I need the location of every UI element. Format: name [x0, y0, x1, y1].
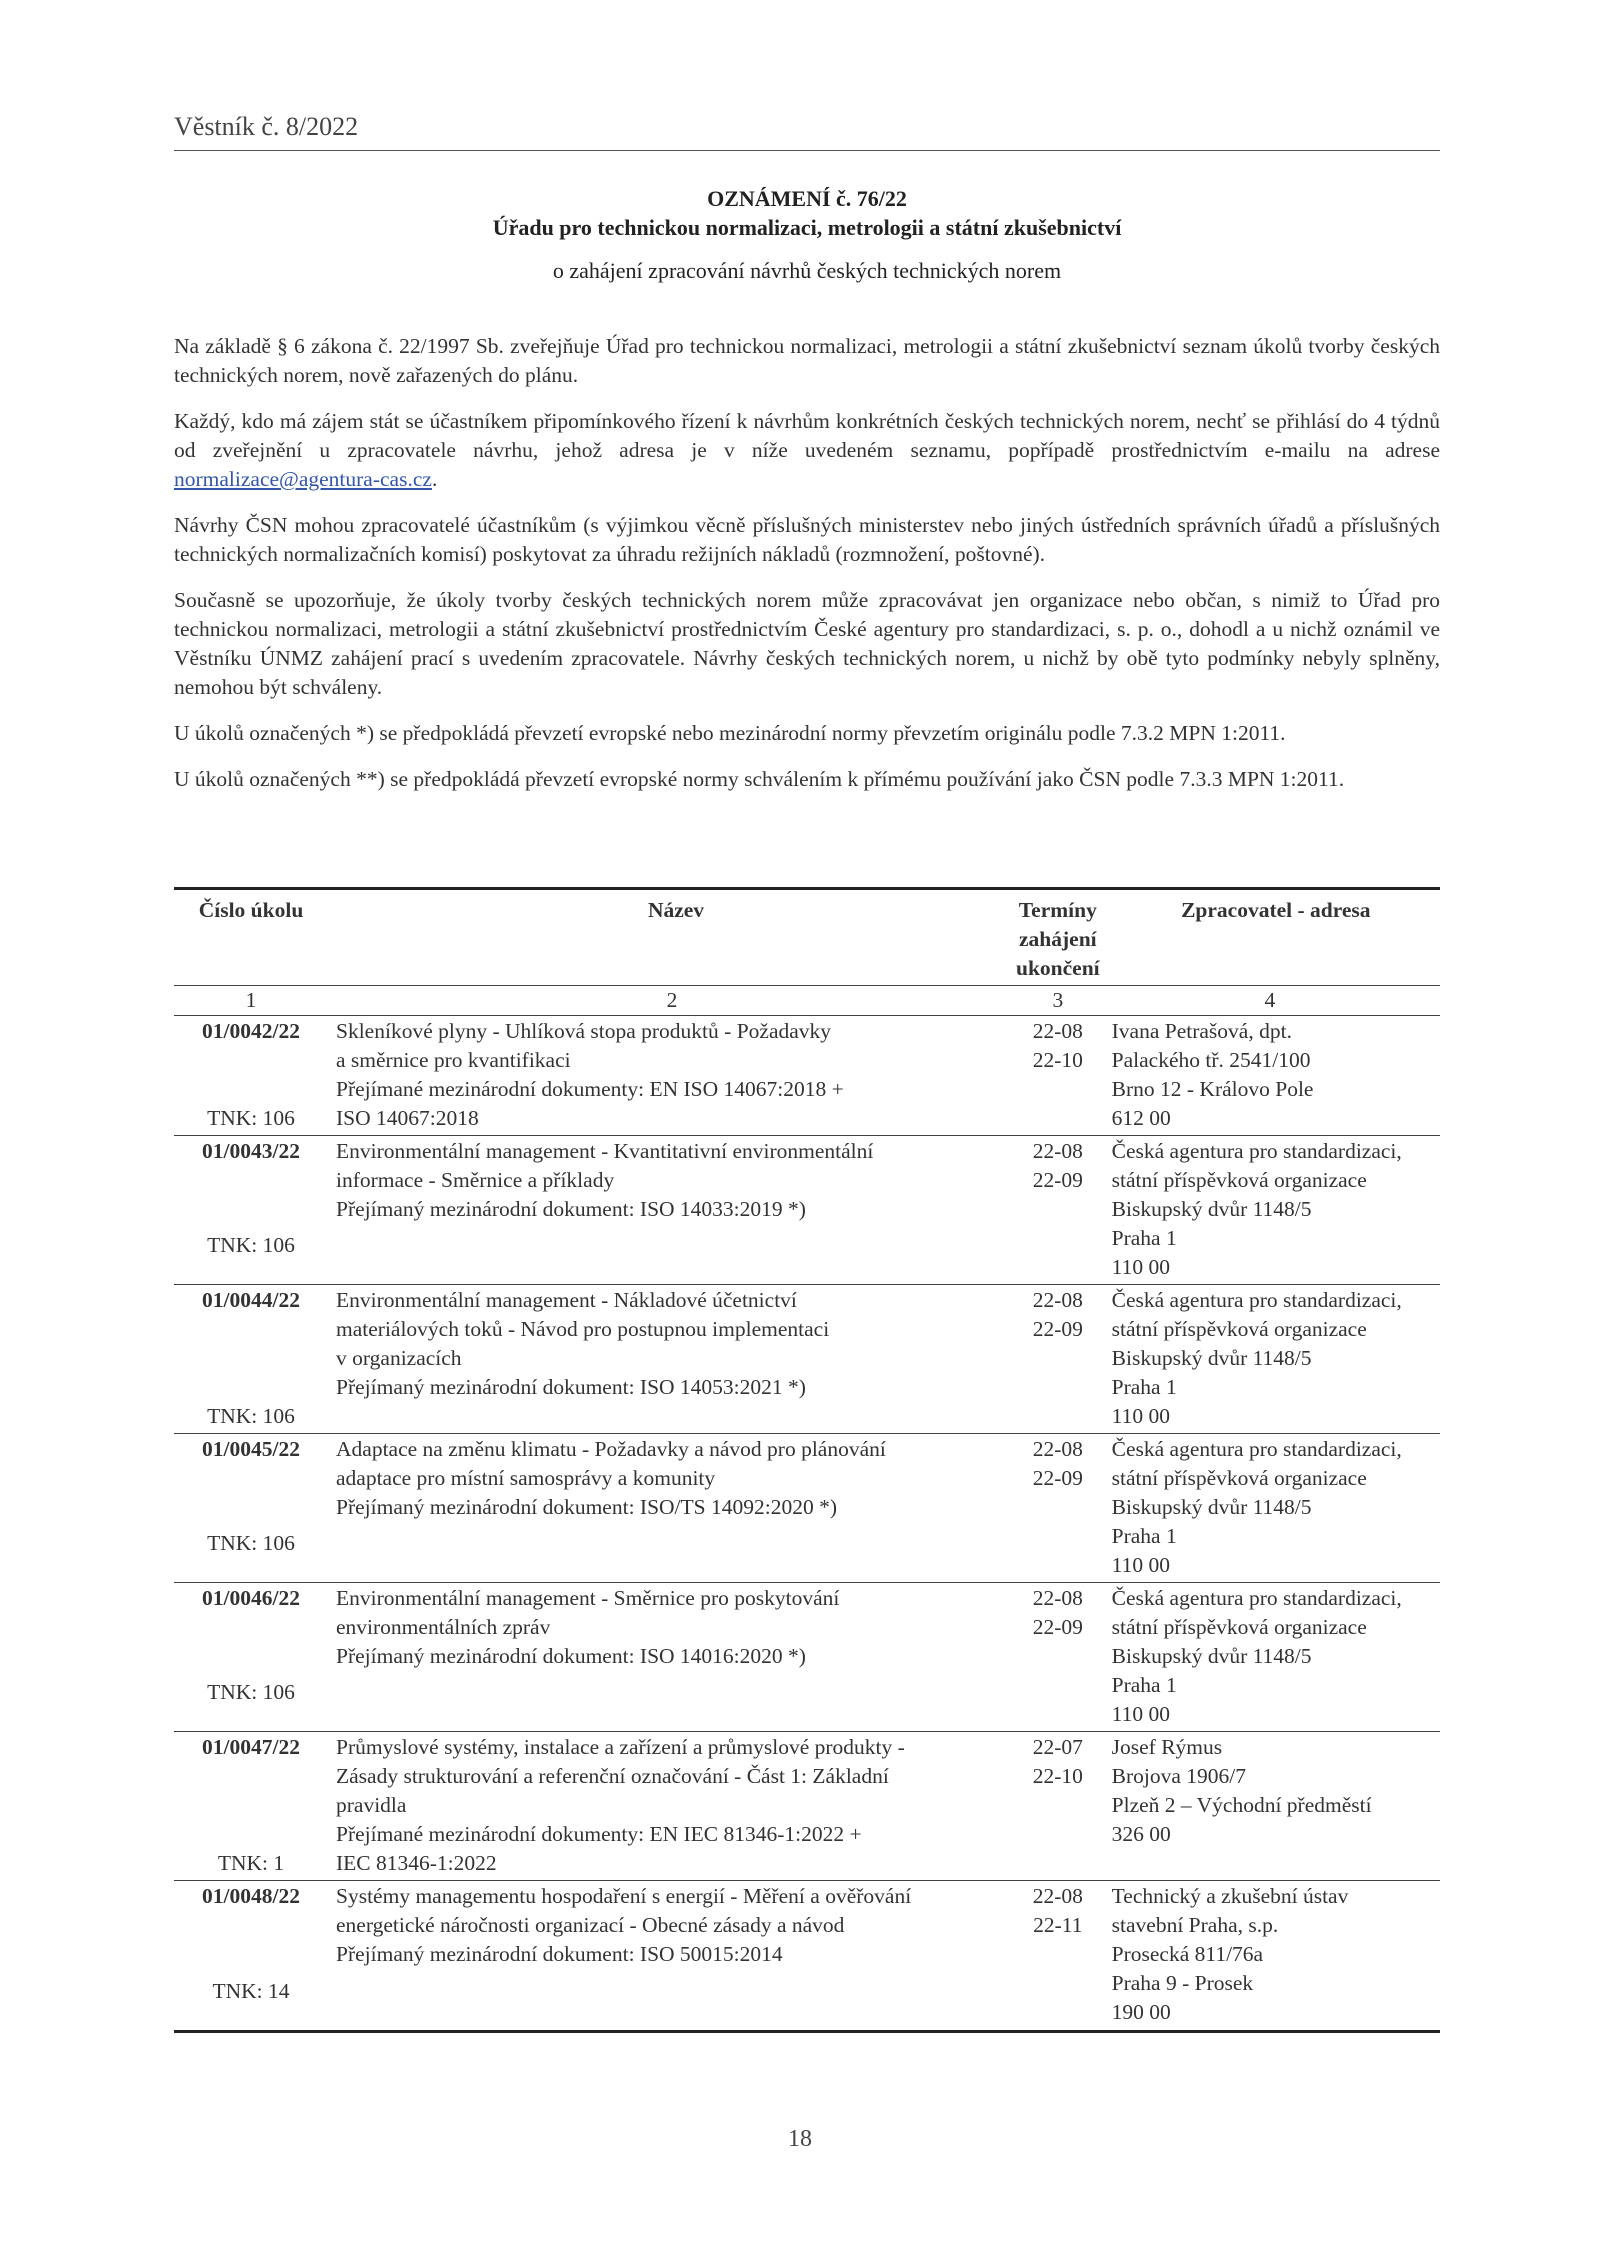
header-task-number: Číslo úkolu — [174, 889, 328, 986]
task-name-line: a směrnice pro kvantifikaci — [336, 1048, 571, 1072]
task-number-stack — [174, 1882, 328, 2028]
paragraph-note-single-asterisk: U úkolů označených *) se předpokládá převzetí evropské nebo mezinárodní normy převzetím originálu podle 7.3.2 MPN 1:2011. — [174, 721, 1286, 745]
task-dates-cell — [1016, 1016, 1100, 1136]
task-number-cell — [174, 1136, 328, 1285]
header-name: Název — [328, 889, 1016, 986]
task-name-line: pravidla — [336, 1793, 407, 1817]
task-address-line: Plzeň 2 – Východní předměstí — [1111, 1793, 1372, 1817]
task-address-line: státní příspěvková organizace — [1111, 1317, 1367, 1341]
task-number-cell — [174, 1016, 328, 1136]
task-address-line: Praha 1 — [1111, 1673, 1177, 1697]
task-address-line: Josef Rýmus — [1111, 1735, 1223, 1759]
table-row — [174, 1881, 1440, 2032]
task-id: 01/0042/22 — [202, 1019, 300, 1043]
announcement-title: OZNÁMENÍ č. 76/22 — [707, 186, 907, 211]
task-number-cell — [174, 1434, 328, 1583]
table-row — [174, 1583, 1440, 1732]
page-number: 18 — [788, 2126, 812, 2152]
task-id: 01/0046/22 — [202, 1586, 300, 1610]
task-end-date: 22-10 — [1032, 1048, 1083, 1072]
task-address-line: Česká agentura pro standardizaci, — [1111, 1139, 1402, 1163]
tasks-table — [174, 887, 1440, 2033]
task-number-stack — [174, 1286, 328, 1431]
task-number-stack — [174, 1435, 328, 1580]
task-end-date: 22-09 — [1032, 1317, 1083, 1341]
task-name-line: Systémy managementu hospodaření s energií - Měření a ověřování — [336, 1884, 912, 1908]
task-address-cell — [1100, 1434, 1440, 1583]
contact-email-link[interactable]: normalizace@agentura-cas.cz — [174, 467, 432, 491]
task-name-line: Přejímané mezinárodní dokumenty: EN ISO 14067:2018 + — [336, 1077, 844, 1101]
task-name-line: Průmyslové systémy, instalace a zařízení a průmyslové produkty - — [336, 1735, 905, 1759]
task-name-line: energetické náročnosti organizací - Obecné zásady a návod — [336, 1913, 845, 1937]
column-number-row — [174, 986, 1440, 1016]
running-header: Věstník č. 8/2022 — [174, 112, 1440, 151]
task-tnk: TNK: 1 — [217, 1851, 285, 1875]
task-name-cell — [328, 1881, 1016, 2032]
task-address-line: 612 00 — [1111, 1106, 1171, 1130]
paragraph-fees: Návrhy ČSN mohou zpracovatelé účastníkům (s výjimkou věcně příslušných ministerstev nebo jiných ústředních správních úřadů a příslušných technických normalizačních komisí) poskytovat za úhradu režijních nákladů (rozmnožení, poštovné). — [174, 513, 1440, 566]
paragraph-notice: Současně se upozorňuje, že úkoly tvorby českých technických norem může zpracovávat jen organizace nebo občan, s nimiž to Úřad pro technickou normalizaci, metrologii a státní zkušebnictví prostřednictvím České agentury pro standardizaci, s. p. o., dohodl a u nichž oznámil ve Věstníku ÚNMZ zahájení prací s uvedením zpracovatele. Návrhy českých technických norem, u nichž by obě tyto podmínky nebyly splněny, nemohou být schváleny. — [174, 588, 1440, 699]
task-name-line: Přejímané mezinárodní dokumenty: EN IEC 81346-1:2022 + — [336, 1822, 862, 1846]
task-address-line: Biskupský dvůr 1148/5 — [1111, 1495, 1312, 1519]
table-row — [174, 1434, 1440, 1583]
task-address-line: Biskupský dvůr 1148/5 — [1111, 1644, 1312, 1668]
task-address-cell — [1100, 1732, 1440, 1881]
task-id: 01/0048/22 — [202, 1884, 300, 1908]
task-address-line: státní příspěvková organizace — [1111, 1615, 1367, 1639]
task-start-date: 22-08 — [1032, 1884, 1083, 1908]
task-name-line: Přejímaný mezinárodní dokument: ISO 50015:2014 — [336, 1942, 783, 1966]
task-id: 01/0043/22 — [202, 1139, 300, 1163]
task-name-line: Přejímaný mezinárodní dokument: ISO 14016:2020 *) — [336, 1644, 806, 1668]
task-dates-cell — [1016, 1881, 1100, 2032]
task-address-line: Biskupský dvůr 1148/5 — [1111, 1346, 1312, 1370]
task-name-cell — [328, 1285, 1016, 1434]
task-name-line: IEC 81346-1:2022 — [336, 1851, 497, 1875]
task-end-date: 22-11 — [1033, 1913, 1083, 1937]
task-tnk: TNK: 106 — [207, 1106, 295, 1130]
task-dates-cell — [1016, 1732, 1100, 1881]
task-address-line: Česká agentura pro standardizaci, — [1111, 1586, 1402, 1610]
task-name-line: ISO 14067:2018 — [336, 1106, 479, 1130]
table-row — [174, 1285, 1440, 1434]
task-start-date: 22-08 — [1032, 1437, 1083, 1461]
task-name-line: Environmentální management - Nákladové účetnictví — [336, 1288, 797, 1312]
task-address-line: 110 00 — [1111, 1404, 1170, 1428]
task-name-cell — [328, 1136, 1016, 1285]
table-row — [174, 1136, 1440, 1285]
header-dates-line1: Termíny — [1018, 898, 1097, 922]
task-address-line: Brno 12 - Královo Pole — [1111, 1077, 1314, 1101]
task-number-stack — [174, 1584, 328, 1729]
column-number: 3 — [1016, 986, 1100, 1016]
task-name-line: Přejímaný mezinárodní dokument: ISO 14053:2021 *) — [336, 1375, 806, 1399]
task-number-cell — [174, 1285, 328, 1434]
task-start-date: 22-08 — [1032, 1586, 1083, 1610]
task-name-line: materiálových toků - Návod pro postupnou implementaci — [336, 1317, 830, 1341]
task-tnk: TNK: 106 — [207, 1680, 295, 1704]
task-address-line: stavební Praha, s.p. — [1111, 1913, 1279, 1937]
task-number-cell — [174, 1732, 328, 1881]
task-address-line: 110 00 — [1111, 1553, 1170, 1577]
task-dates-cell — [1016, 1583, 1100, 1732]
task-address-line: Brojova 1906/7 — [1111, 1764, 1247, 1788]
task-address-line: Ivana Petrašová, dpt. — [1111, 1019, 1292, 1043]
tasks-table-body — [174, 1016, 1440, 2032]
header-dates — [1016, 889, 1100, 986]
task-address-cell — [1100, 1583, 1440, 1732]
task-address-line: 190 00 — [1111, 2000, 1171, 2024]
column-number: 1 — [174, 986, 328, 1016]
task-address-line: Biskupský dvůr 1148/5 — [1111, 1197, 1312, 1221]
task-name-line: adaptace pro místní samosprávy a komunity — [336, 1466, 716, 1490]
task-start-date: 22-08 — [1032, 1139, 1083, 1163]
column-number: 2 — [328, 986, 1016, 1016]
task-address-cell — [1100, 1285, 1440, 1434]
task-name-cell — [328, 1434, 1016, 1583]
task-id: 01/0047/22 — [202, 1735, 300, 1759]
task-name-line: Environmentální management - Kvantitativní environmentální — [336, 1139, 874, 1163]
announcement-subject: o zahájení zpracování návrhů českých technických norem — [552, 258, 1062, 283]
task-address-line: Praha 1 — [1111, 1375, 1177, 1399]
task-address-cell — [1100, 1016, 1440, 1136]
task-end-date: 22-09 — [1032, 1615, 1083, 1639]
task-name-line: Přejímaný mezinárodní dokument: ISO 14033:2019 *) — [336, 1197, 806, 1221]
task-tnk: TNK: 106 — [207, 1531, 295, 1555]
task-tnk: TNK: 106 — [207, 1233, 295, 1257]
task-tnk: TNK: 106 — [207, 1404, 295, 1428]
task-address-line: Česká agentura pro standardizaci, — [1111, 1288, 1402, 1312]
announcement-issuer: Úřadu pro technickou normalizaci, metrologii a státní zkušebnictví — [492, 215, 1122, 240]
task-tnk: TNK: 14 — [212, 1979, 290, 2003]
task-number-cell — [174, 1881, 328, 2032]
task-name-cell — [328, 1016, 1016, 1136]
announcement-title-block — [174, 184, 1440, 285]
paragraph-legal-basis: Na základě § 6 zákona č. 22/1997 Sb. zveřejňuje Úřad pro technickou normalizaci, metrologii a státní zkušebnictví seznam úkolů tvorby českých technických norem, nově zařazených do plánu. — [174, 334, 1440, 387]
task-address-line: Prosecká 811/76a — [1111, 1942, 1264, 1966]
header-dates-line2: zahájení — [1019, 927, 1097, 951]
task-number-stack — [174, 1733, 328, 1878]
task-end-date: 22-10 — [1032, 1764, 1083, 1788]
column-number: 4 — [1100, 986, 1440, 1016]
task-start-date: 22-07 — [1032, 1735, 1083, 1759]
task-address-line: Česká agentura pro standardizaci, — [1111, 1437, 1402, 1461]
task-start-date: 22-08 — [1032, 1019, 1083, 1043]
task-address-line: Technický a zkušební ústav — [1111, 1884, 1349, 1908]
task-dates-cell — [1016, 1285, 1100, 1434]
announcement-body — [174, 332, 1440, 811]
task-address-line: Praha 1 — [1111, 1524, 1177, 1548]
task-address-line: Palackého tř. 2541/100 — [1111, 1048, 1311, 1072]
task-address-cell — [1100, 1881, 1440, 2032]
task-name-line: v organizacích — [336, 1346, 462, 1370]
task-name-cell — [328, 1583, 1016, 1732]
task-name-line: Přejímaný mezinárodní dokument: ISO/TS 14092:2020 *) — [336, 1495, 838, 1519]
table-header-row — [174, 889, 1440, 986]
task-id: 01/0044/22 — [202, 1288, 300, 1312]
task-address-cell — [1100, 1136, 1440, 1285]
task-address-line: Praha 1 — [1111, 1226, 1177, 1250]
task-name-cell — [328, 1732, 1016, 1881]
paragraph-participation-text: Každý, kdo má zájem stát se účastníkem připomínkového řízení k návrhům konkrétních českých technických norem, nechť se přihlásí do 4 týdnů od zveřejnění u zpracovatele návrhu, jehož adresa je v níže uvedeném seznamu, popřípadě prostřednictvím e-mailu na adrese — [174, 409, 1440, 462]
task-number-stack — [174, 1017, 328, 1133]
task-end-date: 22-09 — [1032, 1168, 1083, 1192]
task-dates-cell — [1016, 1136, 1100, 1285]
task-start-date: 22-08 — [1032, 1288, 1083, 1312]
header-dates-line3: ukončení — [1016, 956, 1100, 980]
task-dates-cell — [1016, 1434, 1100, 1583]
header-processor-address: Zpracovatel - adresa — [1100, 889, 1440, 986]
task-address-line: státní příspěvková organizace — [1111, 1168, 1367, 1192]
task-number-stack — [174, 1137, 328, 1282]
task-address-line: 110 00 — [1111, 1255, 1170, 1279]
paragraph-participation — [174, 407, 1440, 494]
task-end-date: 22-09 — [1032, 1466, 1083, 1490]
task-address-line: 326 00 — [1111, 1822, 1171, 1846]
task-address-line: 110 00 — [1111, 1702, 1170, 1726]
task-name-line: Adaptace na změnu klimatu - Požadavky a návod pro plánování — [336, 1437, 886, 1461]
task-number-cell — [174, 1583, 328, 1732]
task-id: 01/0045/22 — [202, 1437, 300, 1461]
task-name-line: Skleníkové plyny - Uhlíková stopa produktů - Požadavky — [336, 1019, 832, 1043]
task-address-line: státní příspěvková organizace — [1111, 1466, 1367, 1490]
task-address-line: Praha 9 - Prosek — [1111, 1971, 1254, 1995]
task-name-line: Zásady strukturování a referenční označování - Část 1: Základní — [336, 1764, 889, 1788]
table-row — [174, 1732, 1440, 1881]
paragraph-note-double-asterisk: U úkolů označených **) se předpokládá převzetí evropské normy schválením k přímému používání jako ČSN podle 7.3.3 MPN 1:2011. — [174, 767, 1345, 791]
task-name-line: environmentálních zpráv — [336, 1615, 551, 1639]
paragraph-participation-end: . — [431, 467, 438, 491]
task-name-line: Environmentální management - Směrnice pro poskytování — [336, 1586, 840, 1610]
table-row — [174, 1016, 1440, 1136]
task-name-line: informace - Směrnice a příklady — [336, 1168, 615, 1192]
